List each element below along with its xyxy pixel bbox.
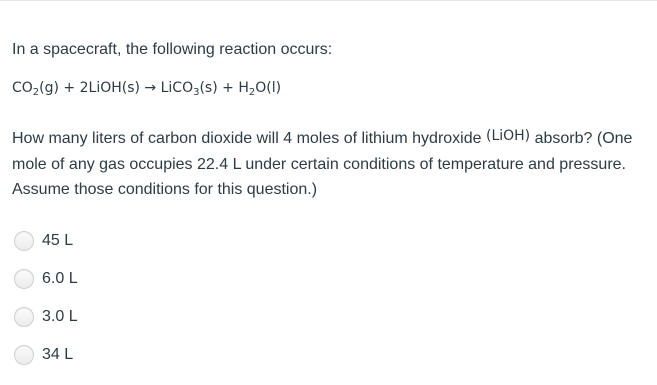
question-intro: In a spacecraft, the following reaction occurs:: [12, 41, 333, 58]
chemical-equation: [12, 78, 281, 98]
answer-option[interactable]: [14, 266, 78, 292]
equation-part: O(l): [255, 80, 282, 96]
question-text: [12, 126, 652, 202]
equation-part: (s) + H: [199, 80, 249, 96]
answer-list: [14, 228, 78, 380]
equation-part: (g) + 2LiOH(s) → LiCO: [39, 80, 194, 96]
subscript: 3: [193, 87, 200, 98]
question-text-part: absorb? (One mole of any gas occupies 22.4 L under certain conditions of temperature and pressure. Assume those conditions for this question.): [12, 130, 633, 198]
subscript: 2: [248, 87, 256, 98]
answer-label[interactable]: 3.0 L: [42, 308, 78, 325]
answer-option[interactable]: [14, 304, 78, 330]
equation-part: CO: [12, 80, 33, 96]
lioh-formula: (LiOH): [485, 128, 531, 144]
radio-button[interactable]: [14, 231, 34, 251]
subscript: 2: [32, 87, 40, 98]
answer-option[interactable]: [14, 342, 78, 368]
radio-button[interactable]: [14, 345, 34, 365]
answer-label[interactable]: 45 L: [42, 232, 74, 249]
radio-button[interactable]: [14, 307, 34, 327]
answer-label[interactable]: 6.0 L: [42, 270, 78, 287]
radio-button[interactable]: [14, 269, 34, 289]
question-text-part: How many liters of carbon dioxide will 4 moles of lithium hydroxide: [12, 130, 486, 147]
top-divider: [0, 0, 657, 9]
answer-option[interactable]: [14, 228, 78, 254]
answer-label[interactable]: 34 L: [42, 346, 74, 363]
